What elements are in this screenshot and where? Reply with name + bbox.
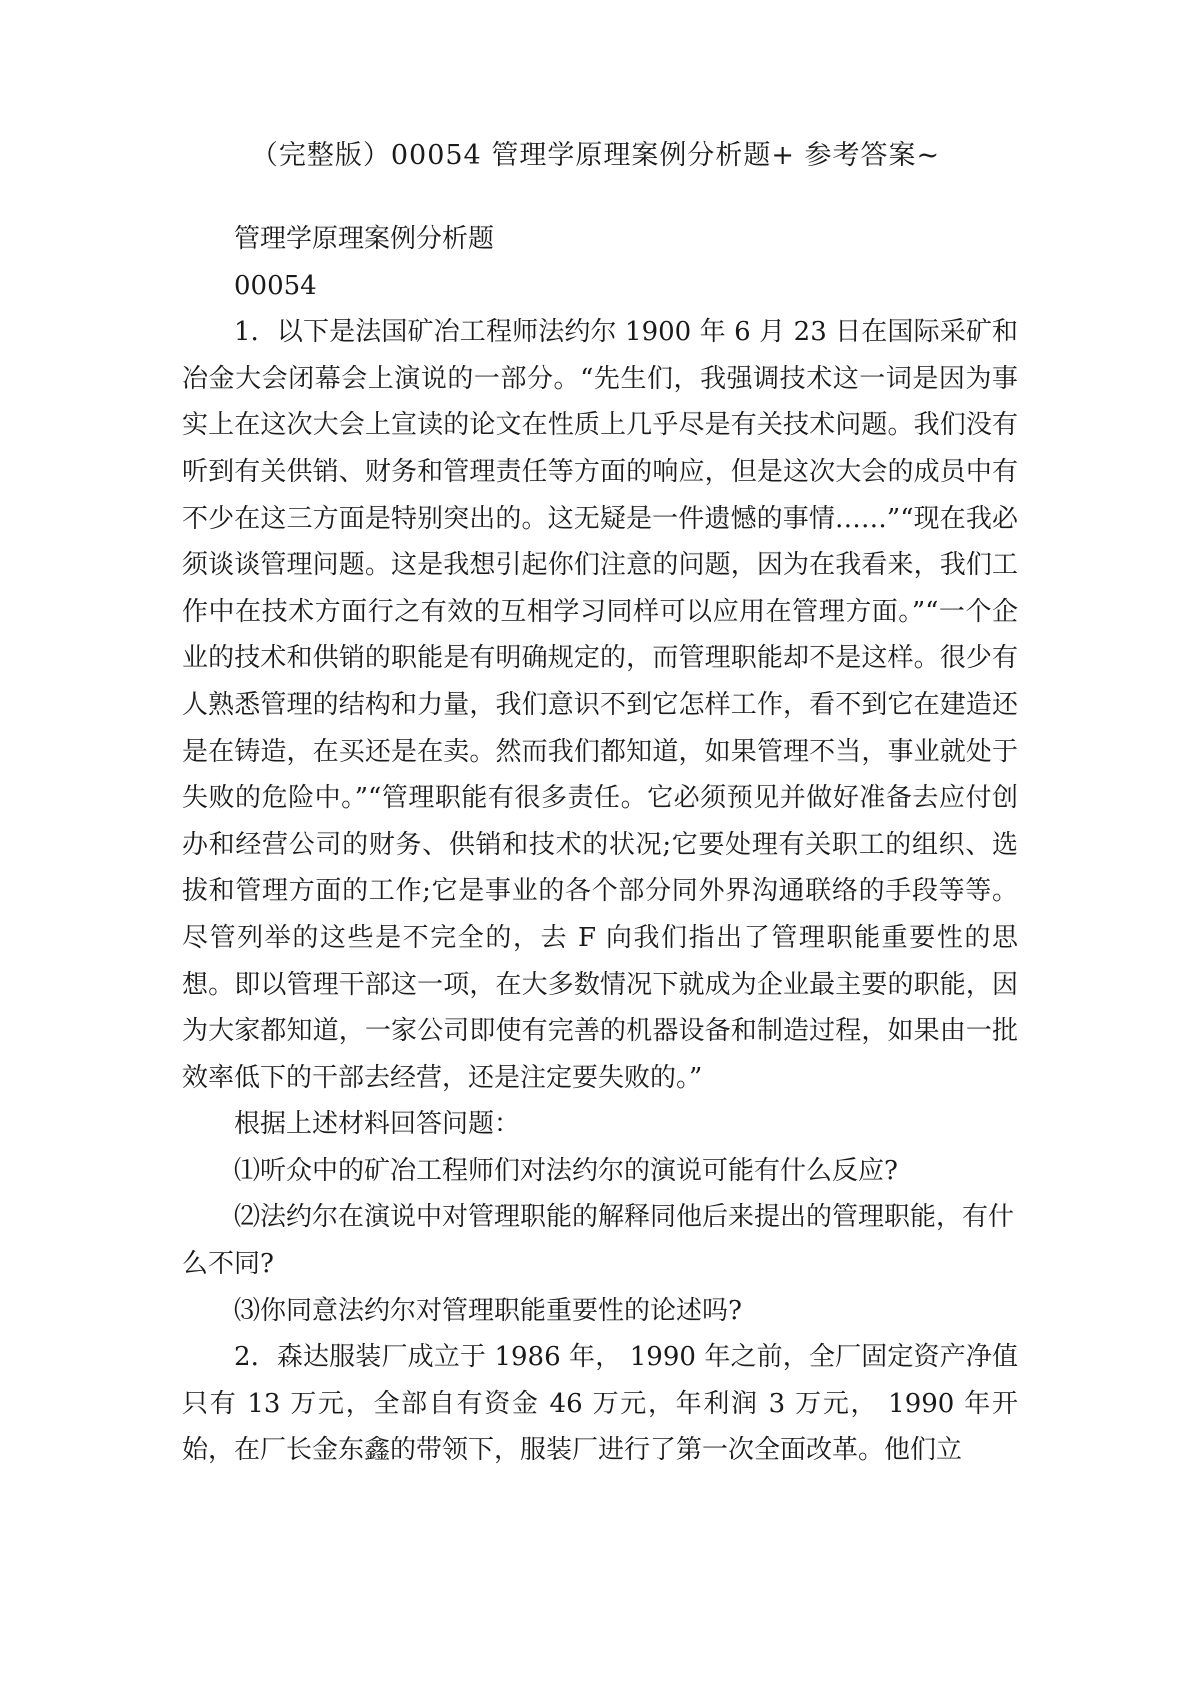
document-body (182, 216, 1018, 1474)
case-2-passage: 2．森达服装厂成立于 1986 年， 1990 年之前，全厂固定资产净值只有 13 万元，全部自有资金 46 万元，年利润 3 万元， 1990 年开始，在厂长金东鑫的带领下，服装厂进行了第一次全面改革。他们立 (182, 1342, 1018, 1466)
case-1-prompt: 根据上述材料回答问题： (234, 1109, 521, 1140)
course-code: 00054 (234, 270, 317, 301)
section-subtitle: 管理学原理案例分析题 (234, 224, 495, 254)
case-1-passage: 1．以下是法国矿冶工程师法约尔 1900 年 6 月 23 日在国际采矿和冶金大会闭幕会上演说的一部分。“先生们，我强调技术这一词是因为事实上在这次大会上宣读的论文在性质上几乎尽是有关技术问题。我们没有听到有关供销、财务和管理责任等方面的响应，但是这次大会的成员中有不少在这三方面是特别突出的。这无疑是一件遗憾的事情……”“现在我必须谈谈管理问题。这是我想引起你们注意的问题，因为在我看来，我们工作中在技术方面行之有效的互相学习同样可以应用在管理方面。”“一个企业的技术和供销的职能是有明确规定的，而管理职能却不是这样。很少有人熟悉管理的结构和力量，我们意识不到它怎样工作，看不到它在建造还是在铸造，在买还是在卖。然而我们都知道，如果管理不当，事业就处于失败的危险中。”“管理职能有很多责任。它必须预见并做好准备去应付创办和经营公司的财务、供销和技术的状况;它要处理有关职工的组织、选拔和管理方面的工作;它是事业的各个部分同外界沟通联络的手段等等。尽管列举的这些是不完全的，去 F 向我们指出了管理职能重要性的思想。即以管理干部这一项，在大多数情况下就成为企业最主要的职能，因为大家都知道，一家公司即使有完善的机器设备和制造过程，如果由一批效率低下的干部去经营，还是注定要失败的。” (182, 317, 1018, 1093)
document-title: （完整版）00054 管理学原理案例分析题+ 参考答案~ (250, 140, 941, 171)
case-1-question-1: ⑴听众中的矿冶工程师们对法约尔的演说可能有什么反应? (234, 1155, 898, 1186)
case-1-question-3: ⑶你同意法约尔对管理职能重要性的论述吗? (234, 1295, 742, 1326)
case-1-question-2: ⑵法约尔在演说中对管理职能的解释同他后来提出的管理职能，有什么不同? (182, 1202, 1015, 1280)
